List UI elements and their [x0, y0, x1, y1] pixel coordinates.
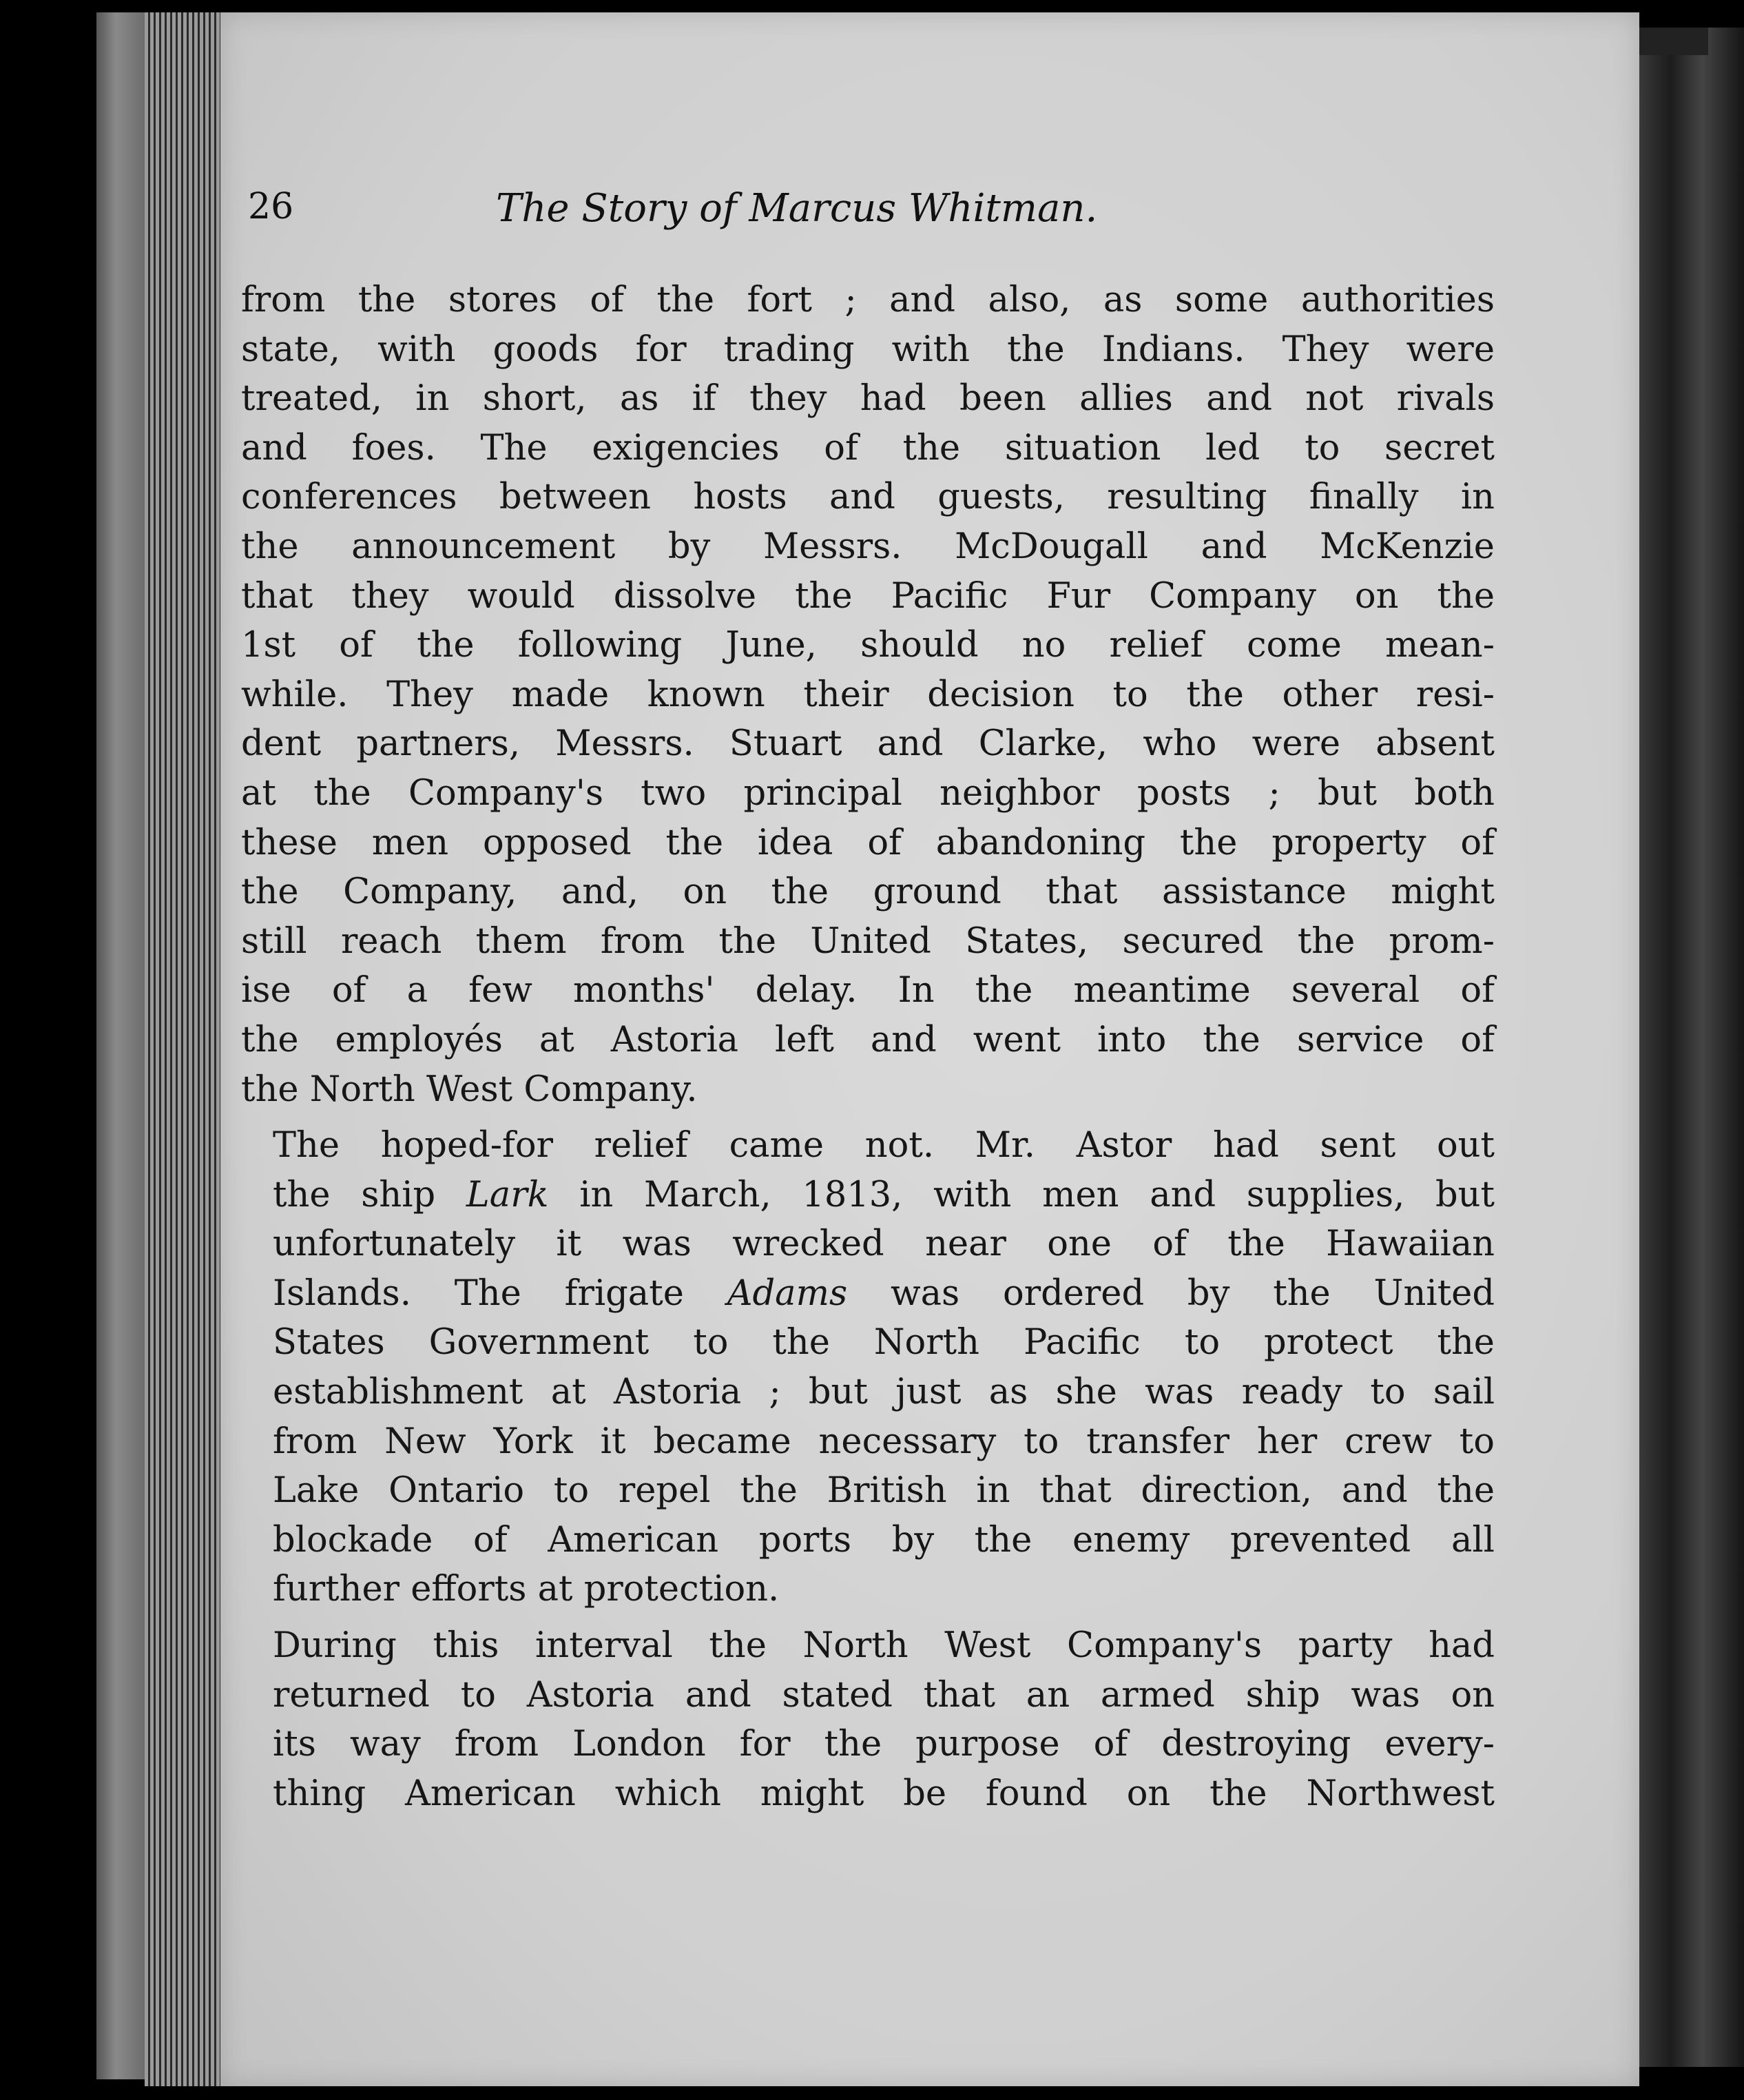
text-line: the announcement by Messrs. McDougall and McKenzie: [241, 526, 1495, 567]
text-line: the North West Company.: [241, 1069, 698, 1110]
text-line: establishment at Astoria ; but just as she was ready to sail: [273, 1372, 1495, 1413]
text-line: its way from London for the purpose of destroying every-: [273, 1724, 1495, 1765]
text-line: at the Company's two principal neighbor posts ; but both: [241, 772, 1495, 814]
text-line: [241, 1171, 1495, 1220]
text-line: further efforts at protection.: [273, 1569, 780, 1610]
text-line: the Company, and, on the ground that assistance might: [241, 872, 1495, 913]
text-line: from the stores of the fort ; and also, as some authorities: [241, 280, 1495, 320]
paragraph-1: [241, 276, 1495, 1114]
running-header: [248, 186, 1350, 248]
text-line: 1st of the following June, should no relief come mean-: [241, 625, 1495, 666]
text-run: in March, 1813, with men and supplies, but: [548, 1174, 1495, 1215]
book-cover-edge: [1639, 28, 1744, 2067]
text-run: the ship: [273, 1174, 466, 1215]
paragraph-2: [241, 1121, 1495, 1614]
text-line: dent partners, Messrs. Stuart and Clarke, who were absent: [241, 723, 1495, 765]
text-line: from New York it became necessary to transfer her crew to: [273, 1421, 1495, 1462]
text-line: state, with goods for trading with the Indians. They were: [241, 329, 1495, 370]
text-line: that they would dissolve the Pacific Fur Company on the: [241, 575, 1495, 617]
text-run: was ordered by the United: [847, 1273, 1495, 1314]
text-line: blockade of American ports by the enemy prevented all: [273, 1519, 1495, 1561]
book-edge: [96, 12, 145, 2079]
page-edges: [145, 12, 220, 2086]
text-line: thing American which might be found on the Northwest: [273, 1773, 1495, 1814]
text-line: treated, in short, as if they had been allies and not rivals: [241, 378, 1495, 420]
text-line: still reach them from the United States, secured the prom-: [241, 920, 1495, 962]
paragraph-3: [241, 1621, 1495, 1818]
text-line: The hoped-for relief came not. Mr. Astor had sent out: [273, 1125, 1495, 1166]
running-title: The Story of Marcus Whitman.: [496, 186, 1098, 231]
text-line: Lake Ontario to repel the British in that direction, and the: [273, 1470, 1495, 1512]
text-run: Islands. The frigate: [273, 1273, 727, 1314]
text-line: and foes. The exigencies of the situation led to secret: [241, 427, 1495, 469]
text-line: these men opposed the idea of abandoning the property of: [241, 822, 1495, 863]
ship-name: Adams: [727, 1273, 848, 1314]
text-line: States Government to the North Pacific to protect the: [273, 1322, 1495, 1363]
text-line: returned to Astoria and stated that an armed ship was on: [273, 1674, 1495, 1716]
text-line: ise of a few months' delay. In the meantime several of: [241, 970, 1495, 1011]
text-line: the employés at Astoria left and went into the service of: [241, 1019, 1495, 1060]
page-number: 26: [248, 186, 294, 227]
text-line: [241, 1269, 1495, 1319]
text-line: unfortunately it was wrecked near one of the Hawaiian: [273, 1224, 1495, 1265]
text-line: conferences between hosts and guests, resulting finally in: [241, 477, 1495, 518]
text-line: while. They made known their decision to the other resi-: [241, 674, 1495, 715]
body-text: [241, 276, 1495, 1818]
ship-name: Lark: [466, 1174, 549, 1215]
text-line: During this interval the North West Company's party had: [273, 1625, 1495, 1667]
book-cover-corner: [1639, 28, 1708, 55]
